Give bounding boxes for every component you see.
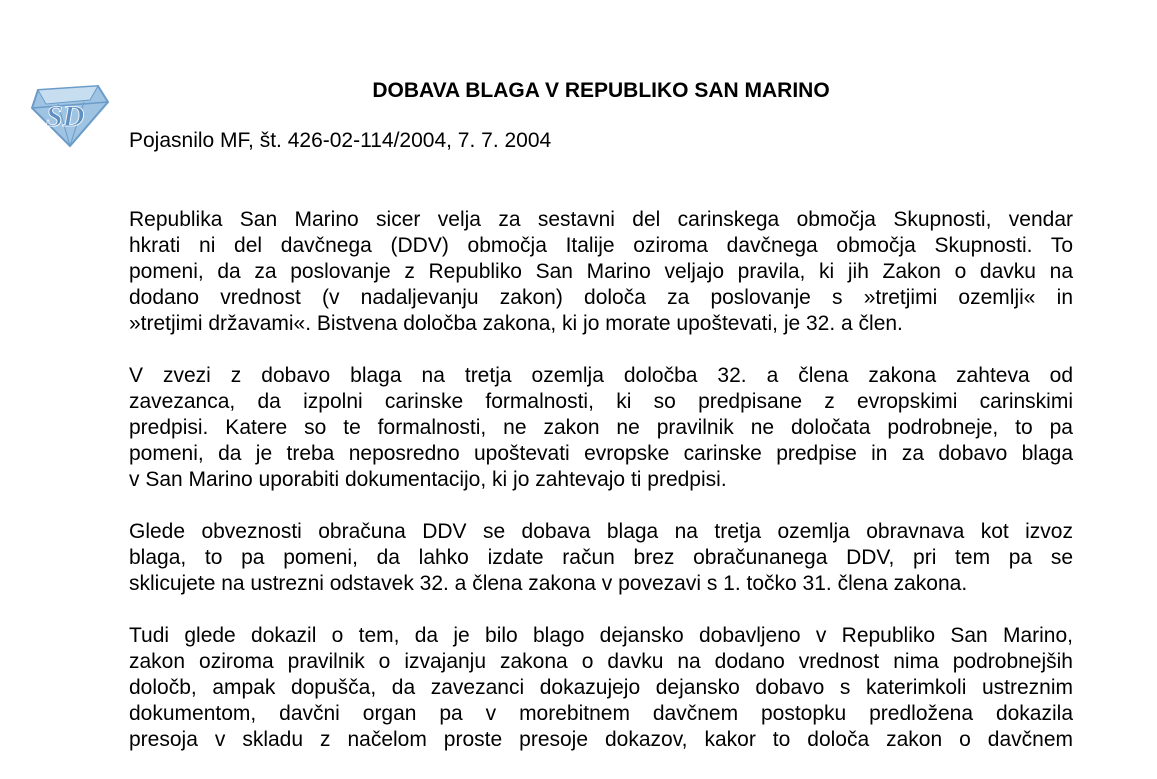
text-line: pomeni, da je treba neposredno upoštevati evropske carinske predpise in za dobavo blaga	[129, 442, 1073, 465]
text-line: v San Marino uporabiti dokumentacijo, ki jo zahtevajo ti predpisi.	[129, 468, 727, 491]
text-line: dokumentom, davčni organ pa v morebitnem davčnem postopku predložena dokazila	[129, 702, 1073, 725]
text-line: sklicujete na ustrezni odstavek 32. a člena zakona v povezavi s 1. točko 31. člena zakona.	[129, 572, 968, 595]
text-line: določb, ampak dopušča, da zavezanci dokazujejo dejansko dobavo s katerimkoli ustreznim	[129, 676, 1073, 699]
text-line: hkrati ni del davčnega (DDV) območja Italije oziroma davčnega območja Skupnosti. To	[129, 234, 1073, 257]
text-line: Tudi glede dokazil o tem, da je bilo blago dejansko dobavljeno v Republiko San Marino,	[129, 624, 1073, 647]
paragraph-4	[129, 623, 1073, 753]
sd-logo	[28, 78, 110, 150]
text-line: zakon oziroma pravilnik o izvajanju zakona o davku na dodano vrednost nima podrobnejših	[129, 650, 1073, 673]
document-body	[129, 207, 1073, 779]
document-title: DOBAVA BLAGA V REPUBLIKO SAN MARINO	[372, 79, 830, 102]
text-line: Glede obveznosti obračuna DDV se dobava blaga na tretja ozemlja obravnava kot izvoz	[129, 520, 1073, 543]
text-line: dodano vrednost (v nadaljevanju zakon) določa za poslovanje s »tretjimi ozemlji« in	[129, 286, 1073, 309]
text-line: »tretjimi državami«. Bistvena določba zakona, ki jo morate upoštevati, je 32. a člen.	[129, 312, 903, 335]
paragraph-2	[129, 363, 1073, 493]
svg-text:SD: SD	[46, 100, 85, 133]
paragraph-3	[129, 519, 1073, 597]
text-line: Republika San Marino sicer velja za sestavni del carinskega območja Skupnosti, vendar	[129, 208, 1073, 231]
paragraph-1	[129, 207, 1073, 337]
text-line: pomeni, da za poslovanje z Republiko San Marino veljajo pravila, ki jih Zakon o davku na	[129, 260, 1073, 283]
text-line: presoja v skladu z načelom proste presoje dokazov, kakor to določa zakon o davčnem	[129, 728, 1073, 751]
text-line: predpisi. Katere so te formalnosti, ne zakon ne pravilnik ne določata podrobneje, to pa	[129, 416, 1073, 439]
text-line: V zvezi z dobavo blaga na tretja ozemlja določba 32. a člena zakona zahteva od	[129, 364, 1073, 387]
text-line: zavezanca, da izpolni carinske formalnosti, ki so predpisane z evropskimi carinskimi	[129, 390, 1073, 413]
text-line: blaga, to pa pomeni, da lahko izdate račun brez obračunanega DDV, pri tem pa se	[129, 546, 1073, 569]
document-reference: Pojasnilo MF, št. 426-02-114/2004, 7. 7. 2004	[129, 129, 552, 152]
diamond-logo-icon	[28, 78, 110, 150]
